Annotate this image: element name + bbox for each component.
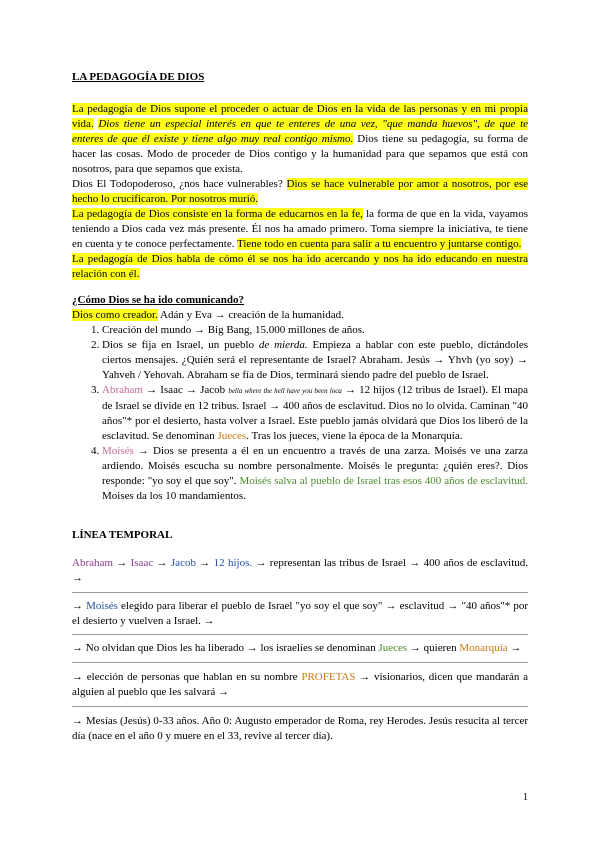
highlighted-text: La pedagogía de Dios habla de cómo él se nos ha ido acercando y nos ha ido educando en nuestra relación con él. bbox=[72, 253, 528, 280]
list-item bbox=[102, 383, 528, 444]
body-text: → bbox=[510, 642, 522, 654]
colored-name: Moisés bbox=[102, 445, 134, 457]
highlighted-text: La pedagogía de Dios supone el proceder o actuar de Dios en la vida de las personas y en mi propia vida. bbox=[72, 103, 528, 130]
list-item bbox=[102, 338, 528, 383]
colored-name: Abraham bbox=[72, 557, 113, 569]
body-text: → visionarios, dicen que mandarán a alguien al pueblo que les salvará → bbox=[72, 671, 529, 698]
numbered-list bbox=[72, 323, 528, 504]
highlighted-text: Tiene todo en cuenta para salir a tu encuentro y juntarse contigo. bbox=[237, 238, 522, 250]
intro-section bbox=[72, 102, 528, 282]
timeline-line-3 bbox=[72, 641, 528, 656]
body-text: → No olvidan que Dios les ha liberado → los israelíes se denominan bbox=[72, 642, 376, 654]
list-item-text: → Dios se presenta a él en un encuentro a través de una zarza. Moisés ve una zarza ardiendo. Moisés escucha su nombre personalmente. Moisés le pregunta: ¿quién eres?. Dios responde: "yo soy el que soy". bbox=[102, 445, 528, 487]
timeline-line-1: Abraham → Isaac → Jacob → 12 hijos. → representan las tribus de Israel → 400 años de esclavitud. → bbox=[72, 557, 529, 584]
colored-term: Jueces bbox=[217, 430, 247, 442]
page-number: 1 bbox=[523, 792, 528, 803]
timeline-line-5 bbox=[72, 714, 528, 744]
colored-name: Isaac bbox=[130, 557, 154, 569]
colored-term: Monarquía bbox=[459, 642, 508, 654]
body-text: elegido para liberar el pueblo de Israel "yo soy el que soy" → esclavitud → "40 años"* por el desierto y vuelven a Israel. → bbox=[72, 600, 529, 627]
body-text: → elección de personas que hablan en su nombre bbox=[72, 671, 298, 683]
highlighted-text: La pedagogía de Dios consiste en la forma de educarnos en la fe, bbox=[72, 208, 363, 220]
timeline-line-2: → Moisés elegido para liberar el pueblo de Israel "yo soy el que soy" → esclavitud → "40 años"* por el desierto y vuelven a Israel. → bbox=[72, 600, 529, 627]
intro-paragraph-4 bbox=[72, 252, 528, 282]
divider-line bbox=[72, 634, 528, 635]
list-item bbox=[102, 444, 528, 504]
page-title: LA PEDAGOGÍA DE DIOS bbox=[72, 71, 205, 83]
section-heading: ¿Cómo Dios se ha ido comunicando? bbox=[72, 294, 245, 306]
body-text: la forma de que en la vida, vayamos teniendo a Dios cada vez más presente. Él nos ha amado primero. Toma siempre la iniciativa, te tiene en cuenta y te conoce perfectamente. bbox=[72, 208, 528, 250]
list-item-text: → 12 hijos (12 tribus de Israel). El mapa de Israel se divide en 12 tribus. Israel → 400 años de esclavitud. Dios no lo olvida. Caminan "40 años"* por el desierto, hasta volver a Israel. Este pueblo jamás olvidará que Dios los liberó de la esclavitud. Se denominan bbox=[102, 384, 529, 442]
communication-section bbox=[72, 293, 528, 504]
colored-name: Moisés bbox=[86, 600, 118, 612]
small-italic-note: bella where the hell have you been loca bbox=[228, 387, 342, 395]
list-item-text: Creación del mundo → Big Bang, 15.000 millones de años. bbox=[102, 324, 365, 336]
body-text: → Mesías (Jesús) 0-33 años. Año 0: Augusto emperador de Roma, rey Herodes. Jesús resucita al tercer día (nace en el año 0 y muere en el 33, revive al tercer día). bbox=[72, 715, 528, 742]
list-item bbox=[102, 323, 528, 338]
timeline-line-4 bbox=[72, 670, 528, 700]
divider-line bbox=[72, 592, 528, 593]
colored-term: Jueces bbox=[378, 642, 408, 654]
intro-paragraph-1 bbox=[72, 102, 528, 177]
body-text: → quieren bbox=[409, 642, 457, 654]
body-text: Adán y Eva → creación de la humanidad. bbox=[160, 309, 344, 321]
list-item-text: Moises da los 10 mandamientos. bbox=[102, 490, 246, 502]
highlighted-text: Dios como creador. bbox=[72, 309, 158, 321]
list-item-text: Empieza a hablar con este pueblo, dictándoles ciertos mensajes. ¿Quién será el representante de Israel? Abraham. Jesús → Yhvh (yo soy) → Yahveh / Yehovah. Abraham se fía de Dios, terminará siendo padre del pueblo de Israel. bbox=[102, 339, 529, 381]
divider-line bbox=[72, 662, 528, 663]
body-text: Dios tiene su pedagogía, su forma de hacer las cosas. Modo de proceder de Dios contigo y la humanidad para que sepamos que está con nosotros, para que sepamos que exista. bbox=[72, 133, 528, 175]
creator-line bbox=[72, 308, 528, 323]
highlighted-text: Dios se hace vulnerable por amor a nosotros, por ese hecho lo crucificaron. Por nosotros murió. bbox=[72, 178, 529, 205]
list-item-text: → Isaac → Jacob bbox=[146, 384, 226, 396]
colored-name: Abraham bbox=[102, 384, 143, 396]
colored-term: 12 hijos. bbox=[213, 557, 253, 569]
body-text: Dios El Todopoderoso, ¿nos hace vulnerables? bbox=[72, 178, 283, 190]
divider-line bbox=[72, 706, 528, 707]
highlighted-italic-text: Dios tiene un especial interés en que te enteres de una vez, "que manda huevos", de que te enteres de que él existe y tiene algo muy real contigo mismo. bbox=[72, 118, 529, 145]
timeline-heading: LÍNEA TEMPORAL bbox=[72, 529, 173, 541]
colored-term: PROFETAS bbox=[301, 671, 356, 683]
body-text: → representan las tribus de Israel → 400 años de esclavitud. → bbox=[72, 557, 529, 584]
list-item-text: Dios se fija en Israel, un pueblo bbox=[102, 339, 255, 351]
list-item-text: . Tras los jueces, viene la época de la Monarquía. bbox=[246, 430, 463, 442]
intro-paragraph-3 bbox=[72, 207, 528, 252]
colored-name: Jacob bbox=[170, 557, 196, 569]
italic-text: de mierda. bbox=[258, 339, 308, 351]
colored-text: Moisés salva al pueblo de Israel tras esos 400 años de esclavitud. bbox=[239, 475, 528, 487]
intro-paragraph-2 bbox=[72, 177, 528, 207]
